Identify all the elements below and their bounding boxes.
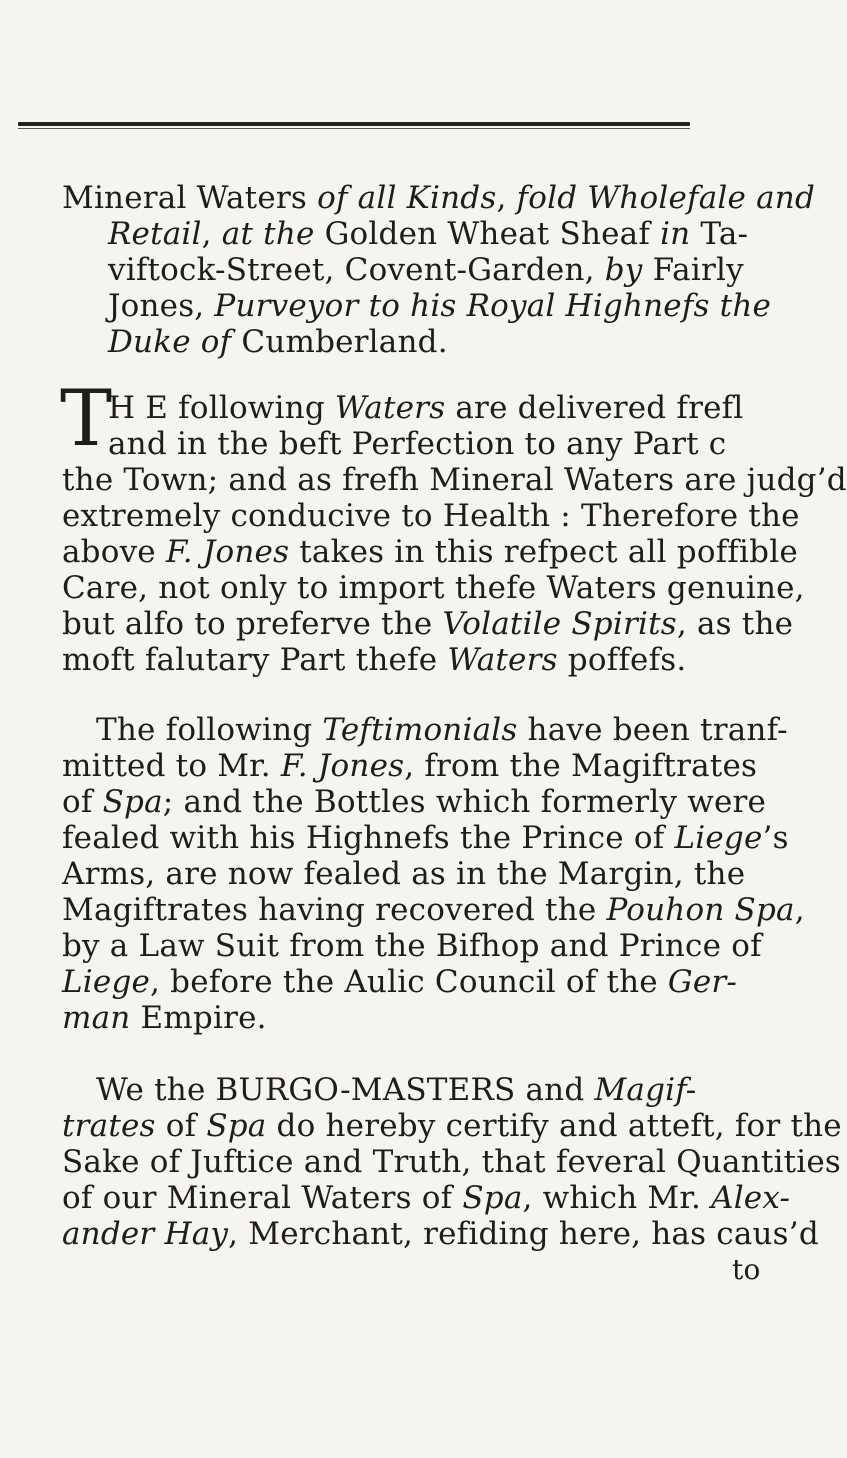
- para3-line-3: Sake of Juftice and Truth, that feveral Quantities: [62, 1144, 842, 1180]
- text-span: Ger-: [667, 964, 738, 1000]
- text-span: Empire.: [130, 1000, 267, 1036]
- para1-line-2: and in the beft Perfection to any Part c: [108, 426, 727, 462]
- text-span: of: [155, 1108, 207, 1144]
- para3-line-4: [62, 1180, 790, 1216]
- para1-line-3: the Town; and as frefh Mineral Waters are judg’d: [62, 462, 847, 498]
- para3-line-5: [62, 1216, 819, 1252]
- text-span: The following: [96, 712, 323, 748]
- text-span: Retail: [108, 216, 202, 252]
- text-span: ,: [201, 216, 222, 252]
- text-span: , as the: [676, 606, 794, 642]
- para2-line-9: [62, 1000, 267, 1036]
- text-span: mitted to Mr.: [62, 748, 281, 784]
- catchword: to: [732, 1253, 761, 1286]
- para1-line-5: [62, 534, 798, 570]
- text-span: takes in this refpect all poffible: [289, 534, 798, 570]
- text-span: ’s: [762, 820, 789, 856]
- para2-line-6: [62, 892, 805, 928]
- text-span: F. Jones: [165, 534, 290, 570]
- para1-line-4: extremely conducive to Health : Therefore the: [62, 498, 800, 534]
- text-span: fold Wholefale and: [516, 180, 816, 216]
- text-span: in: [660, 216, 691, 252]
- text-span: Magiftrates having recovered the: [62, 892, 607, 928]
- drop-cap: T: [60, 374, 113, 464]
- text-span: fealed with his Highnefs the Prince of: [62, 820, 675, 856]
- header-line-1: [62, 180, 815, 216]
- para1-line-8: [62, 642, 686, 678]
- text-span: , from the Magiftrates: [404, 748, 758, 784]
- text-span: Liege: [674, 820, 763, 856]
- para1-line-7: [62, 606, 793, 642]
- text-span: above: [62, 534, 166, 570]
- text-span: Waters: [447, 642, 558, 678]
- text-span: , which Mr.: [522, 1180, 712, 1216]
- header-rule-thin: [18, 128, 690, 129]
- text-span: We the BURGO-MASTERS and: [96, 1072, 595, 1108]
- header-line-4: [108, 288, 771, 324]
- para3-line-2: [62, 1108, 842, 1144]
- text-span: have been tranf-: [517, 712, 788, 748]
- text-span: Spa: [206, 1108, 267, 1144]
- text-span: Liege: [62, 964, 151, 1000]
- header-rule: [18, 122, 690, 126]
- text-span: , Merchant, refiding here, has caus’d: [228, 1216, 819, 1252]
- text-span: trates: [62, 1108, 156, 1144]
- text-span: Duke of: [108, 324, 232, 360]
- text-span: H E following: [108, 390, 335, 426]
- header-line-3: [108, 252, 744, 288]
- para2-line-2: [62, 748, 757, 784]
- text-span: Teftimonials: [322, 712, 518, 748]
- para2-line-8: [62, 964, 737, 1000]
- text-span: of all Kinds: [317, 180, 497, 216]
- text-span: Alex-: [711, 1180, 791, 1216]
- text-span: poffefs.: [557, 642, 687, 678]
- text-span: Fairly: [642, 252, 744, 288]
- text-span: Pouhon Spa: [606, 892, 795, 928]
- text-span: by: [604, 252, 643, 288]
- header-line-5: [108, 324, 448, 360]
- text-span: Magif-: [594, 1072, 697, 1108]
- text-span: Golden Wheat Sheaf: [314, 216, 661, 252]
- text-span: F. Jones: [280, 748, 405, 784]
- para2-line-1: [96, 712, 788, 748]
- text-span: viftock-Street, Covent-Garden,: [108, 252, 605, 288]
- text-span: Jones,: [108, 288, 215, 324]
- text-span: Spa: [102, 784, 163, 820]
- text-span: ; and the Bottles which formerly were: [162, 784, 767, 820]
- text-span: do hereby certify and atteft, for the: [266, 1108, 842, 1144]
- para1-line-1: [108, 390, 743, 426]
- text-span: of our Mineral Waters of: [62, 1180, 463, 1216]
- text-span: but alfo to preferve the: [62, 606, 443, 642]
- text-span: ,: [496, 180, 517, 216]
- text-span: ,: [794, 892, 805, 928]
- text-span: moft falutary Part thefe: [62, 642, 448, 678]
- text-span: Ta-: [690, 216, 749, 252]
- text-span: Purveyor to his Royal Highnefs the: [214, 288, 772, 324]
- text-span: Spa: [462, 1180, 523, 1216]
- header-line-2: [108, 216, 748, 252]
- text-span: ander Hay: [62, 1216, 229, 1252]
- text-span: Volatile Spirits: [442, 606, 677, 642]
- text-span: man: [62, 1000, 131, 1036]
- para2-line-4: [62, 820, 789, 856]
- para2-line-7: by a Law Suit from the Bifhop and Prince of: [62, 928, 762, 964]
- para3-line-1: [96, 1072, 696, 1108]
- text-span: Waters: [334, 390, 446, 426]
- text-span: of: [62, 784, 103, 820]
- para1-line-6: Care, not only to import thefe Waters genuine,: [62, 570, 805, 606]
- para2-line-5: Arms, are now fealed as in the Margin, the: [62, 856, 746, 892]
- para2-line-3: [62, 784, 766, 820]
- text-span: Cumberland.: [231, 324, 448, 360]
- text-span: , before the Aulic Council of the: [150, 964, 668, 1000]
- text-span: Mineral Waters: [62, 180, 318, 216]
- text-span: are delivered frefl: [445, 390, 744, 426]
- text-span: at the: [221, 216, 315, 252]
